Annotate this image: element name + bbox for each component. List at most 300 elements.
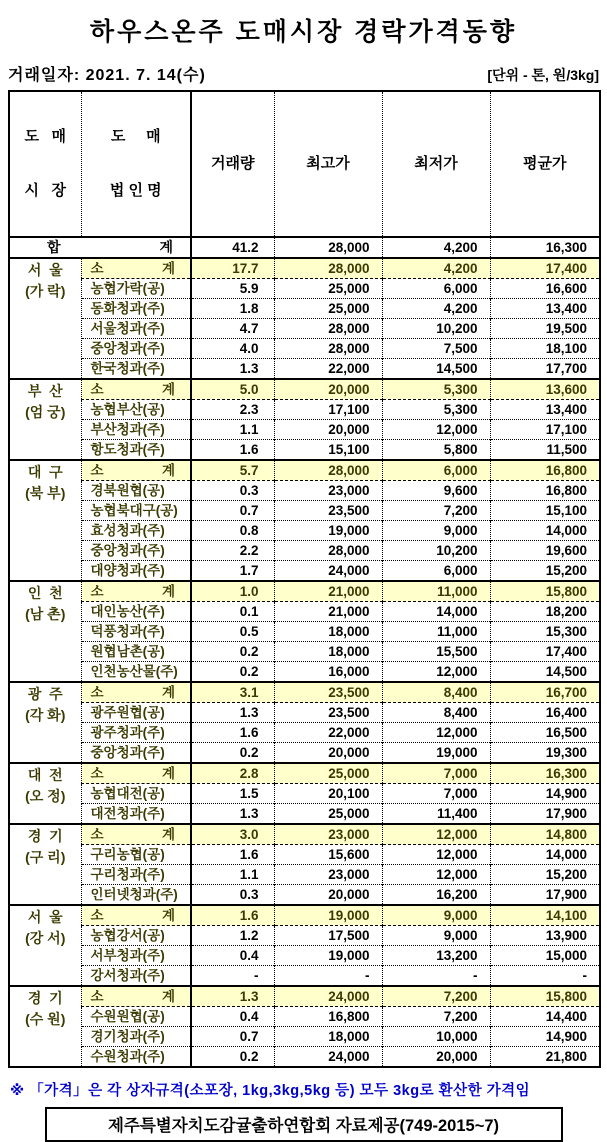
low-cell: 16,200 bbox=[382, 885, 490, 906]
company-row bbox=[9, 804, 600, 825]
subtotal-row bbox=[9, 682, 600, 703]
page-title: 하우스온주 도매시장 경락가격동향 bbox=[89, 18, 518, 46]
volume-cell: 5.7 bbox=[191, 460, 274, 481]
corp-cell: 농협부산(공) bbox=[81, 400, 191, 420]
avg-cell: 15,800 bbox=[490, 986, 600, 1007]
company-row bbox=[9, 400, 600, 420]
avg-cell: 14,900 bbox=[490, 784, 600, 804]
volume-cell: 1.6 bbox=[191, 440, 274, 461]
market-cell bbox=[9, 581, 81, 682]
avg-cell: 16,800 bbox=[490, 481, 600, 501]
high-cell: 28,000 bbox=[274, 237, 382, 258]
volume-cell: 1.3 bbox=[191, 703, 274, 723]
volume-cell: 4.0 bbox=[191, 339, 274, 359]
market-name: 광 주 bbox=[27, 686, 63, 702]
volume-cell: 1.3 bbox=[191, 359, 274, 380]
subtotal-label-left: 소 bbox=[90, 685, 104, 700]
low-cell: 7,500 bbox=[382, 339, 490, 359]
company-row bbox=[9, 966, 600, 987]
volume-cell: 1.3 bbox=[191, 804, 274, 825]
avg-cell: 13,600 bbox=[490, 379, 600, 400]
volume-cell: 4.7 bbox=[191, 319, 274, 339]
corp-cell: 농협북대구(공) bbox=[81, 501, 191, 521]
market-name: 서 울 bbox=[27, 909, 63, 925]
market-cell bbox=[9, 682, 81, 763]
avg-cell: 16,300 bbox=[490, 763, 600, 784]
volume-cell: 2.3 bbox=[191, 400, 274, 420]
subtotal-label-spread bbox=[91, 906, 176, 925]
volume-cell: 17.7 bbox=[191, 258, 274, 279]
low-cell: 10,000 bbox=[382, 1027, 490, 1047]
avg-cell: 17,700 bbox=[490, 359, 600, 380]
high-cell: 28,000 bbox=[274, 258, 382, 279]
header-high: 최고가 bbox=[274, 91, 382, 237]
market-branch: (오 정) bbox=[25, 787, 66, 804]
trade-date-label: 거래일자: 2021. 7. 14(수) bbox=[8, 67, 206, 84]
low-cell: 12,000 bbox=[382, 662, 490, 683]
volume-cell: 1.5 bbox=[191, 784, 274, 804]
avg-cell: 14,100 bbox=[490, 905, 600, 926]
high-cell: 23,000 bbox=[274, 824, 382, 845]
company-row bbox=[9, 784, 600, 804]
avg-cell: 17,100 bbox=[490, 420, 600, 440]
market-name: 서 울 bbox=[27, 262, 63, 278]
subtotal-label-left: 소 bbox=[90, 766, 104, 781]
volume-cell: 3.0 bbox=[191, 824, 274, 845]
volume-cell: 5.9 bbox=[191, 279, 274, 299]
avg-cell: 15,300 bbox=[490, 622, 600, 642]
company-row bbox=[9, 885, 600, 906]
volume-cell: 0.1 bbox=[191, 602, 274, 622]
volume-cell: 5.0 bbox=[191, 379, 274, 400]
corp-cell: 인천농산물(주) bbox=[81, 662, 191, 683]
avg-cell: 17,400 bbox=[490, 258, 600, 279]
subtotal-label-spread bbox=[91, 461, 176, 480]
subtotal-label-right: 계 bbox=[161, 827, 175, 842]
avg-cell: 11,500 bbox=[490, 440, 600, 461]
high-cell: 20,000 bbox=[274, 885, 382, 906]
low-cell: 7,000 bbox=[382, 784, 490, 804]
company-row bbox=[9, 420, 600, 440]
low-cell: 9,000 bbox=[382, 926, 490, 946]
low-cell: 6,000 bbox=[382, 561, 490, 582]
corp-cell: 서부청과(주) bbox=[81, 946, 191, 966]
low-cell: 6,000 bbox=[382, 279, 490, 299]
volume-cell: 1.6 bbox=[191, 905, 274, 926]
subtotal-label-spread bbox=[91, 582, 176, 601]
low-cell: 11,000 bbox=[382, 622, 490, 642]
subtotal-label-spread bbox=[91, 825, 176, 844]
avg-cell: 15,100 bbox=[490, 501, 600, 521]
high-cell: 22,000 bbox=[274, 359, 382, 380]
subtotal-label-left: 소 bbox=[90, 261, 104, 276]
subtotal-label-left: 소 bbox=[90, 989, 104, 1004]
subtotal-row bbox=[9, 905, 600, 926]
subtotal-row bbox=[9, 379, 600, 400]
avg-cell: 18,200 bbox=[490, 602, 600, 622]
avg-cell: - bbox=[490, 966, 600, 987]
subtotal-label-cell bbox=[81, 460, 191, 481]
high-cell: 20,100 bbox=[274, 784, 382, 804]
low-cell: 6,000 bbox=[382, 460, 490, 481]
corp-cell: 인터넷청과(주) bbox=[81, 885, 191, 906]
subtotal-label-left: 소 bbox=[90, 382, 104, 397]
price-table bbox=[8, 90, 601, 1068]
avg-cell: 16,300 bbox=[545, 240, 587, 255]
company-row bbox=[9, 1027, 600, 1047]
avg-cell: 13,900 bbox=[490, 926, 600, 946]
corp-cell: 중앙청과(주) bbox=[81, 743, 191, 764]
avg-cell: 21,800 bbox=[490, 1047, 600, 1068]
low-cell: 12,000 bbox=[382, 723, 490, 743]
subtotal-label-cell bbox=[81, 986, 191, 1007]
company-row bbox=[9, 440, 600, 461]
company-row bbox=[9, 561, 600, 582]
volume-cell: 1.1 bbox=[191, 420, 274, 440]
avg-cell: 16,400 bbox=[490, 703, 600, 723]
low-cell: 13,200 bbox=[382, 946, 490, 966]
volume-cell: 1.1 bbox=[191, 865, 274, 885]
subtotal-row bbox=[9, 460, 600, 481]
company-row bbox=[9, 743, 600, 764]
company-row bbox=[9, 501, 600, 521]
corp-cell: 대전청과(주) bbox=[81, 804, 191, 825]
subtotal-label-right: 계 bbox=[161, 261, 175, 276]
high-cell: 15,100 bbox=[274, 440, 382, 461]
subtotal-label-right: 계 bbox=[161, 908, 175, 923]
low-cell: 5,300 bbox=[382, 400, 490, 420]
header-market-line2: 시 장 bbox=[24, 182, 66, 199]
meta-row bbox=[8, 62, 599, 85]
low-cell: 10,200 bbox=[382, 319, 490, 339]
corp-cell: 농협가락(공) bbox=[81, 279, 191, 299]
subtotal-label-spread bbox=[91, 764, 176, 783]
company-row bbox=[9, 865, 600, 885]
market-name: 부 산 bbox=[27, 383, 63, 399]
market-cell bbox=[9, 824, 81, 905]
subtotal-row bbox=[9, 824, 600, 845]
market-name: 대 전 bbox=[27, 767, 63, 783]
company-row bbox=[9, 319, 600, 339]
corp-cell: 원협남촌(공) bbox=[81, 642, 191, 662]
market-cell bbox=[9, 763, 81, 824]
subtotal-label-cell bbox=[81, 379, 191, 400]
avg-cell: 19,600 bbox=[490, 541, 600, 561]
volume-cell: 0.4 bbox=[191, 1007, 274, 1027]
high-cell: 23,000 bbox=[274, 865, 382, 885]
market-branch: (각 화) bbox=[25, 706, 66, 723]
total-label-right: 계 bbox=[159, 239, 173, 255]
company-row bbox=[9, 622, 600, 642]
low-cell: 12,000 bbox=[382, 865, 490, 885]
low-cell: 11,400 bbox=[382, 804, 490, 825]
header-market-line1: 도 매 bbox=[24, 128, 66, 145]
company-row bbox=[9, 299, 600, 319]
company-row bbox=[9, 339, 600, 359]
high-cell: 25,000 bbox=[274, 804, 382, 825]
subtotal-label-spread bbox=[91, 683, 176, 702]
subtotal-label-cell bbox=[81, 581, 191, 602]
company-row bbox=[9, 723, 600, 743]
subtotal-label-left: 소 bbox=[90, 463, 104, 478]
volume-cell: 0.7 bbox=[191, 501, 274, 521]
avg-cell: 13,400 bbox=[490, 400, 600, 420]
volume-cell: 0.2 bbox=[191, 1047, 274, 1068]
avg-cell: 19,300 bbox=[490, 743, 600, 764]
low-cell: 8,400 bbox=[382, 703, 490, 723]
avg-cell: 13,400 bbox=[490, 299, 600, 319]
market-branch: (엄 궁) bbox=[25, 403, 66, 420]
corp-cell: 구리농협(공) bbox=[81, 845, 191, 865]
header-market bbox=[9, 91, 81, 237]
avg-cell: 17,900 bbox=[490, 885, 600, 906]
total-label-spread bbox=[47, 238, 173, 257]
corp-cell: 농협강서(공) bbox=[81, 926, 191, 946]
corp-cell: 효성청과(주) bbox=[81, 521, 191, 541]
high-cell: 28,000 bbox=[274, 339, 382, 359]
low-cell: 12,000 bbox=[382, 420, 490, 440]
total-label-left: 합 bbox=[47, 239, 61, 255]
market-branch: (구 리) bbox=[25, 848, 66, 865]
volume-cell: 0.2 bbox=[191, 642, 274, 662]
subtotal-label-cell bbox=[81, 763, 191, 784]
corp-cell: 중앙청과(주) bbox=[81, 541, 191, 561]
total-row bbox=[9, 237, 600, 258]
corp-cell: 중앙청과(주) bbox=[81, 339, 191, 359]
subtotal-label-right: 계 bbox=[161, 382, 175, 397]
subtotal-label-left: 소 bbox=[90, 827, 104, 842]
corp-cell: 경북원협(공) bbox=[81, 481, 191, 501]
subtotal-label-right: 계 bbox=[161, 685, 175, 700]
header-corp-line2: 법 인 명 bbox=[109, 182, 162, 199]
company-row bbox=[9, 359, 600, 380]
high-cell: 19,000 bbox=[274, 946, 382, 966]
company-row bbox=[9, 1047, 600, 1068]
volume-cell: 1.7 bbox=[191, 561, 274, 582]
low-cell: 12,000 bbox=[382, 824, 490, 845]
volume-cell: 3.1 bbox=[191, 682, 274, 703]
market-cell bbox=[9, 258, 81, 379]
low-cell: 9,000 bbox=[382, 521, 490, 541]
high-cell: 24,000 bbox=[274, 1047, 382, 1068]
avg-cell: 15,200 bbox=[490, 561, 600, 582]
high-cell: 17,500 bbox=[274, 926, 382, 946]
avg-cell: 16,700 bbox=[490, 682, 600, 703]
high-cell: 17,100 bbox=[274, 400, 382, 420]
volume-cell: 1.2 bbox=[191, 926, 274, 946]
high-cell: 16,000 bbox=[274, 662, 382, 683]
avg-cell: 16,600 bbox=[490, 279, 600, 299]
high-cell: 25,000 bbox=[274, 763, 382, 784]
market-name: 경 기 bbox=[27, 990, 63, 1006]
avg-cell: 15,000 bbox=[490, 946, 600, 966]
high-cell: 20,000 bbox=[274, 379, 382, 400]
high-cell: 18,000 bbox=[274, 1027, 382, 1047]
avg-cell: 15,200 bbox=[490, 865, 600, 885]
low-cell: 12,000 bbox=[382, 845, 490, 865]
market-branch: (북 부) bbox=[25, 484, 66, 501]
avg-cell: 18,100 bbox=[490, 339, 600, 359]
high-cell: 23,500 bbox=[274, 501, 382, 521]
subtotal-label-left: 소 bbox=[90, 584, 104, 599]
subtotal-label-right: 계 bbox=[161, 766, 175, 781]
company-row bbox=[9, 541, 600, 561]
volume-cell: 0.7 bbox=[191, 1027, 274, 1047]
volume-cell: 1.8 bbox=[191, 299, 274, 319]
subtotal-label-left: 소 bbox=[90, 908, 104, 923]
volume-cell: 1.3 bbox=[191, 986, 274, 1007]
corp-cell: 농협대전(공) bbox=[81, 784, 191, 804]
low-cell: 4,200 bbox=[382, 258, 490, 279]
high-cell: 23,500 bbox=[274, 682, 382, 703]
header-corp-line1: 도 매 bbox=[110, 128, 161, 145]
company-row bbox=[9, 703, 600, 723]
market-branch: (가 락) bbox=[25, 282, 66, 299]
high-cell: 20,000 bbox=[274, 420, 382, 440]
avg-cell: 14,500 bbox=[490, 662, 600, 683]
low-cell: 4,200 bbox=[382, 237, 490, 258]
subtotal-label-right: 계 bbox=[161, 989, 175, 1004]
subtotal-row bbox=[9, 581, 600, 602]
corp-cell: 대인농산(주) bbox=[81, 602, 191, 622]
avg-cell: 15,800 bbox=[490, 581, 600, 602]
data-source-box: 제주특별자치도감귤출하연합회 자료제공(749-2015~7) bbox=[45, 1107, 563, 1142]
high-cell: 16,800 bbox=[274, 1007, 382, 1027]
corp-cell: 구리청과(주) bbox=[81, 865, 191, 885]
corp-cell: 덕풍청과(주) bbox=[81, 622, 191, 642]
market-branch: (남 촌) bbox=[25, 605, 66, 622]
high-cell: 28,000 bbox=[274, 319, 382, 339]
subtotal-label-cell bbox=[81, 824, 191, 845]
corp-cell: 대양청과(주) bbox=[81, 561, 191, 582]
corp-cell: 한국청과(주) bbox=[81, 359, 191, 380]
market-branch: (수 원) bbox=[25, 1010, 66, 1027]
price-table-body bbox=[9, 237, 600, 1067]
low-cell: 7,200 bbox=[382, 501, 490, 521]
volume-cell: 1.6 bbox=[191, 723, 274, 743]
corp-cell: 항도청과(주) bbox=[81, 440, 191, 461]
avg-cell: 14,400 bbox=[490, 1007, 600, 1027]
high-cell: 20,000 bbox=[274, 743, 382, 764]
volume-cell: 0.5 bbox=[191, 622, 274, 642]
corp-cell: 수원원협(공) bbox=[81, 1007, 191, 1027]
volume-cell: 1.0 bbox=[191, 581, 274, 602]
company-row bbox=[9, 926, 600, 946]
company-row bbox=[9, 642, 600, 662]
low-cell: 9,600 bbox=[382, 481, 490, 501]
header-volume: 거래량 bbox=[191, 91, 274, 237]
low-cell: 7,000 bbox=[382, 763, 490, 784]
low-cell: 7,200 bbox=[382, 986, 490, 1007]
low-cell: 5,800 bbox=[382, 440, 490, 461]
high-cell: 18,000 bbox=[274, 642, 382, 662]
low-cell: 5,300 bbox=[382, 379, 490, 400]
company-row bbox=[9, 1007, 600, 1027]
subtotal-label-cell bbox=[81, 258, 191, 279]
corp-cell: 동화청과(주) bbox=[81, 299, 191, 319]
table-header bbox=[9, 91, 600, 237]
header-avg: 평균가 bbox=[490, 91, 600, 237]
volume-cell: - bbox=[191, 966, 274, 987]
high-cell: - bbox=[274, 966, 382, 987]
volume-cell: 0.8 bbox=[191, 521, 274, 541]
market-cell bbox=[9, 379, 81, 460]
subtotal-label-right: 계 bbox=[161, 463, 175, 478]
subtotal-label-cell bbox=[81, 682, 191, 703]
header-row bbox=[9, 91, 600, 237]
low-cell: 8,400 bbox=[382, 682, 490, 703]
subtotal-label-right: 계 bbox=[161, 584, 175, 599]
volume-cell: 0.2 bbox=[191, 743, 274, 764]
market-branch: (강 서) bbox=[25, 929, 66, 946]
subtotal-label-spread bbox=[91, 987, 176, 1006]
high-cell: 19,000 bbox=[274, 521, 382, 541]
company-row bbox=[9, 279, 600, 299]
market-name: 인 천 bbox=[27, 585, 63, 601]
corp-cell: 광주청과(주) bbox=[81, 723, 191, 743]
market-cell bbox=[9, 905, 81, 986]
company-row bbox=[9, 662, 600, 683]
company-row bbox=[9, 602, 600, 622]
avg-cell: 17,900 bbox=[490, 804, 600, 825]
low-cell: 14,500 bbox=[382, 359, 490, 380]
low-cell: 9,000 bbox=[382, 905, 490, 926]
low-cell: 4,200 bbox=[382, 299, 490, 319]
volume-cell: 0.4 bbox=[191, 946, 274, 966]
high-cell: 21,000 bbox=[274, 602, 382, 622]
header-corp bbox=[81, 91, 191, 237]
volume-cell: 0.3 bbox=[191, 481, 274, 501]
high-cell: 28,000 bbox=[274, 460, 382, 481]
low-cell: 10,200 bbox=[382, 541, 490, 561]
volume-cell: 0.2 bbox=[191, 662, 274, 683]
avg-cell: 14,900 bbox=[490, 1027, 600, 1047]
corp-cell: 강서청과(주) bbox=[81, 966, 191, 987]
avg-cell: 16,800 bbox=[490, 460, 600, 481]
low-cell: 19,000 bbox=[382, 743, 490, 764]
high-cell: 21,000 bbox=[274, 581, 382, 602]
avg-cell: 19,500 bbox=[490, 319, 600, 339]
subtotal-label-spread bbox=[91, 380, 176, 399]
volume-cell: 2.2 bbox=[191, 541, 274, 561]
corp-cell: 광주원협(공) bbox=[81, 703, 191, 723]
low-cell: 7,200 bbox=[382, 1007, 490, 1027]
high-cell: 25,000 bbox=[274, 279, 382, 299]
corp-cell: 수원청과(주) bbox=[81, 1047, 191, 1068]
avg-cell: 14,000 bbox=[490, 521, 600, 541]
volume-cell: 1.6 bbox=[191, 845, 274, 865]
corp-cell: 서울청과(주) bbox=[81, 319, 191, 339]
volume-cell: 41.2 bbox=[191, 237, 274, 258]
high-cell: 22,000 bbox=[274, 723, 382, 743]
high-cell: 23,000 bbox=[274, 481, 382, 501]
high-cell: 15,600 bbox=[274, 845, 382, 865]
company-row bbox=[9, 845, 600, 865]
subtotal-row bbox=[9, 763, 600, 784]
subtotal-row bbox=[9, 258, 600, 279]
volume-cell: 2.8 bbox=[191, 763, 274, 784]
price-footnote: ※ 「가격」은 각 상자규격(소포장, 1kg,3kg,5kg 등) 모두 3kg로 환산한 가격임 bbox=[10, 1083, 531, 1099]
corp-cell: 부산청과(주) bbox=[81, 420, 191, 440]
subtotal-label-cell bbox=[81, 905, 191, 926]
low-cell: - bbox=[382, 966, 490, 987]
high-cell: 28,000 bbox=[274, 541, 382, 561]
avg-cell: 14,000 bbox=[490, 845, 600, 865]
volume-cell: 0.3 bbox=[191, 885, 274, 906]
low-cell: 15,500 bbox=[382, 642, 490, 662]
company-row bbox=[9, 521, 600, 541]
unit-label: [단위 - 톤, 원/3kg] bbox=[487, 67, 599, 83]
